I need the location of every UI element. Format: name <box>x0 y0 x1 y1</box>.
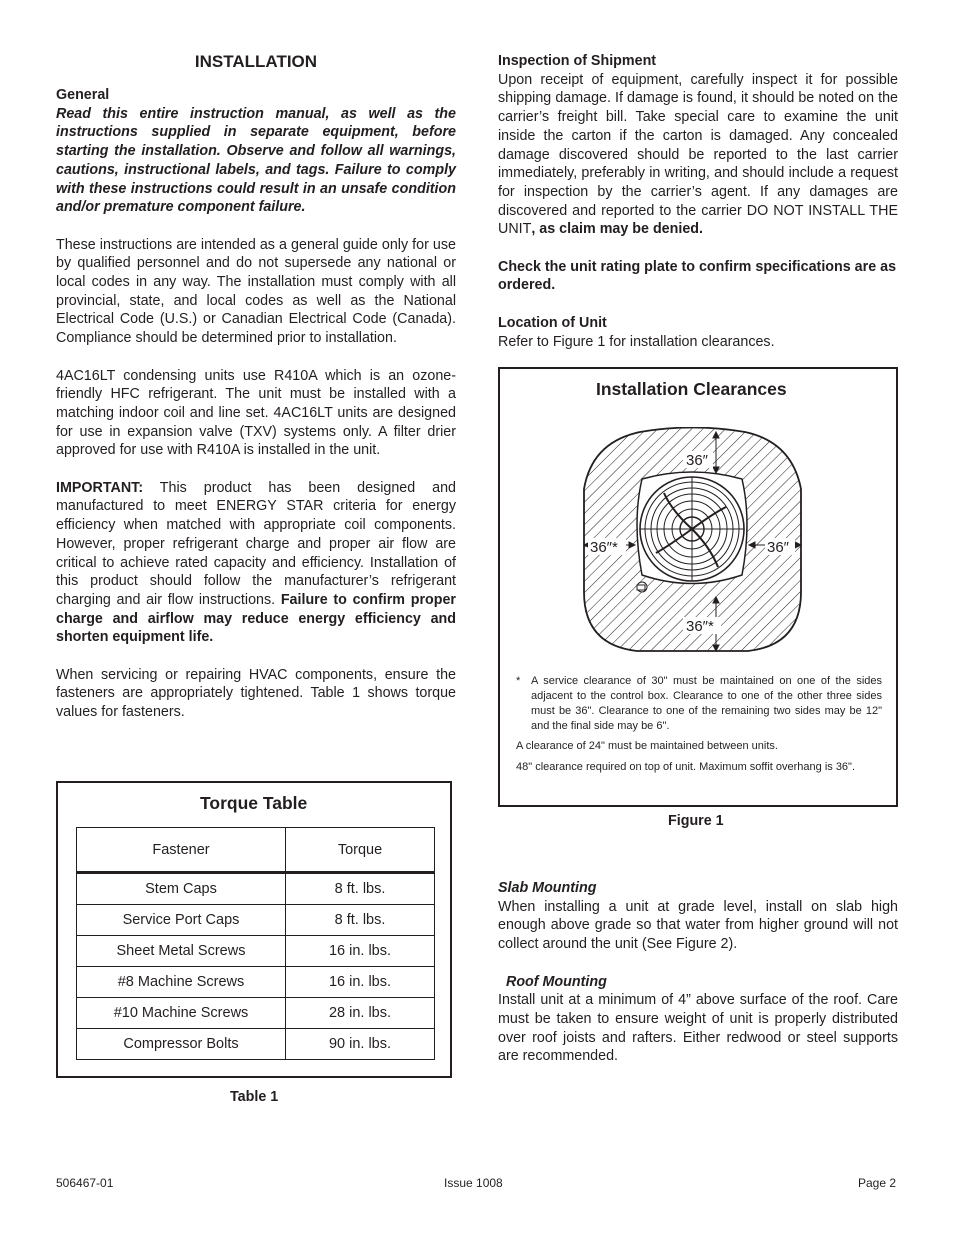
document-number: 506467-01 <box>56 1176 114 1190</box>
torque-cell: 8 ft. lbs. <box>286 905 435 936</box>
fastener-cell: Service Port Caps <box>77 905 286 936</box>
fastener-cell: #10 Machine Screws <box>77 998 286 1029</box>
fan-grille <box>640 477 744 581</box>
general-warning: Read this entire instruction manual, as well as the instructions supplied in separate equipment, before starting the installation. Observe and follow all warnings, cautions, instructional labels, and tags. Failure to comply with these instructions could result in an unsafe condition and/or premature component failure. <box>56 105 456 216</box>
torque-cell: 16 in. lbs. <box>286 936 435 967</box>
clearance-diagram <box>580 427 805 657</box>
left-clearance-label: 36″* <box>590 539 618 556</box>
fastener-cell: Sheet Metal Screws <box>77 936 286 967</box>
important-paragraph <box>56 479 456 647</box>
fastener-cell: #8 Machine Screws <box>77 967 286 998</box>
roof-mounting-heading: Roof Mounting <box>506 973 607 990</box>
fastener-cell: Stem Caps <box>77 873 286 905</box>
control-box-icon <box>637 582 647 592</box>
figure-caption: Figure 1 <box>668 813 724 829</box>
note-star: * <box>516 675 521 687</box>
bottom-clearance-label: 36″* <box>686 618 714 635</box>
mounting-section <box>498 879 898 1066</box>
slab-mounting-heading: Slab Mounting <box>498 880 597 896</box>
inspection-heading: Inspection of Shipment <box>498 53 657 69</box>
torque-cell: 90 in. lbs. <box>286 1029 435 1060</box>
general-paragraph: These instructions are intended as a general guide only for use by qualified personnel and do not supersede any national or local codes in any way. The installation must comply with all provincial, state, and local codes as well as the National Electrical Code (U.S.) or Canadian Electrical Code (Canada). Compliance should be determined prior to installation. <box>56 236 456 347</box>
service-clearance-note: A service clearance of 30" must be maintained on one of the sides adjacent to the control box. Clearance to one of the other three sides must be 36". Clearance to one of the remaining two sides may be 12" and the final side may be 6". <box>531 675 882 732</box>
important-label: IMPORTANT: <box>56 479 144 496</box>
table-row <box>77 905 435 936</box>
torque-cell: 16 in. lbs. <box>286 967 435 998</box>
table-row <box>77 967 435 998</box>
right-clearance-label: 36″ <box>767 539 789 556</box>
issue-number: Issue 1008 <box>444 1176 503 1190</box>
fastener-cell: Compressor Bolts <box>77 1029 286 1060</box>
table-caption: Table 1 <box>230 1089 279 1105</box>
location-text: Refer to Figure 1 for installation clearances. <box>498 333 775 350</box>
torque-cell: 28 in. lbs. <box>286 998 435 1029</box>
table-row <box>77 936 435 967</box>
slab-mounting-text: When installing a unit at grade level, install on slab high enough above grade so that water from higher ground will not collect around the unit (See Figure 2). <box>498 898 898 953</box>
refrigerant-paragraph: 4AC16LT condensing units use R410A which is an ozone-friendly HFC refrigerant. The unit must be installed with a matching indoor coil and line set. 4AC16LT units are designed for use in expansion valve (TXV) systems only. A filter drier approved for use with R410A is installed in the unit. <box>56 367 456 459</box>
top-clearance-label: 36″ <box>686 452 708 469</box>
torque-table-title: Torque Table <box>200 793 308 813</box>
column-header-fastener: Fastener <box>77 828 286 873</box>
general-heading: General <box>56 87 110 103</box>
important-text: This product has been designed and manufactured to meet ENERGY STAR criteria for energy efficiency when matched with appropriate coil components. However, proper refrigerant charge and proper air flow are critical to achieve rated capacity and efficiency. Installation of this product should follow the manufacturer’s refrigerant charging and air flow instructions. <box>56 479 456 608</box>
column-header-torque: Torque <box>286 828 435 873</box>
installation-clearances-figure <box>498 367 898 807</box>
page-number: Page 2 <box>858 1176 897 1190</box>
table-row <box>77 873 435 905</box>
left-column <box>56 50 456 722</box>
table-row <box>77 998 435 1029</box>
top-clearance-note: 48" clearance required on top of unit. Maximum soffit overhang is 36". <box>516 761 856 773</box>
installation-heading: INSTALLATION <box>194 52 318 71</box>
important-bold-text: Failure to confirm proper charge and airflow may reduce energy efficiency and shorten equipment life. <box>56 591 456 646</box>
torque-cell: 8 ft. lbs. <box>286 873 435 905</box>
inspection-text: Upon receipt of equipment, carefully inspect it for possible shipping damage. If damage is found, it should be noted on the carrier’s freight bill. Take special care to examine the unit inside the carton if the carton is damaged. Any concealed damage discovered should be reported to the last carrier immediately, preferably in writing, and should include a request for inspection by the carrier’s agent. If any damages are discovered and reported to the carrier DO NOT INSTALL THE UNIT <box>498 71 898 238</box>
roof-mounting-text: Install unit at a minimum of 4” above surface of the roof. Care must be taken to ensure weight of unit is properly distributed over roof joists and rafters. Either redwood or steel supports are recommended. <box>498 992 898 1065</box>
figure-title: Installation Clearances <box>596 379 787 399</box>
inspection-bold-text: , as claim may be denied. <box>531 221 703 238</box>
location-heading: Location of Unit <box>498 314 607 331</box>
rating-plate-note: Check the unit rating plate to confirm specifications are as ordered. <box>498 258 897 294</box>
unit-spacing-note: A clearance of 24" must be maintained between units. <box>516 740 778 752</box>
right-column <box>498 52 898 351</box>
torque-table <box>76 827 435 1060</box>
table-row <box>77 1029 435 1060</box>
fastener-paragraph: When servicing or repairing HVAC components, ensure the fasteners are appropriately tightened. Table 1 shows torque values for fasteners. <box>56 666 456 721</box>
torque-table-box <box>56 781 452 1078</box>
inspection-paragraph <box>498 71 898 239</box>
